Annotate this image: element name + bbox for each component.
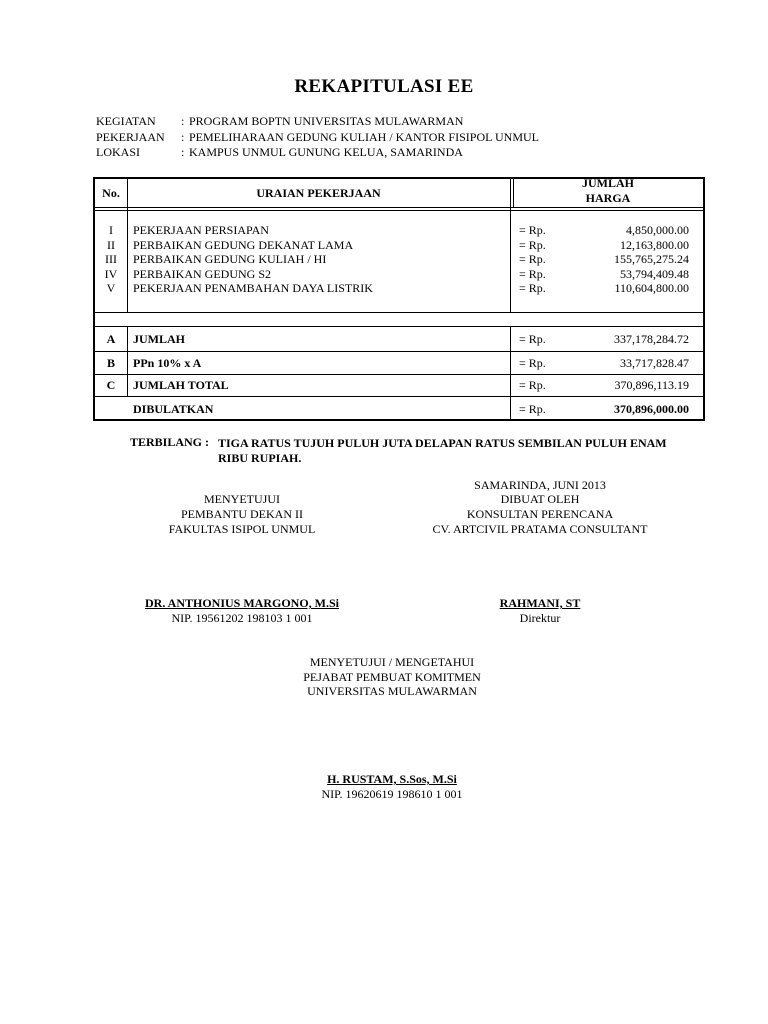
table-divider [95,326,703,327]
recap-table [93,177,705,421]
header-no: No. [102,186,120,200]
item-no: V [106,281,116,295]
item-amount: 12,163,800.00 [620,238,689,252]
page-title: REKAPITULASI EE [294,76,474,97]
item-no: I [109,223,113,237]
summary-amount: 337,178,284.72 [614,332,689,346]
right-sig-line3: CV. ARTCIVIL PRATAMA CONSULTANT [432,522,648,536]
right-sig-line1: DIBUAT OLEH [500,492,580,506]
bottom-sig-name: H. RUSTAM, S.Sos, M.Si [327,772,457,786]
left-sig-name: DR. ANTHONIUS MARGONO, M.Si [144,596,339,610]
summary-desc: JUMLAH [133,332,185,346]
summary-desc: PPn 10% x A [133,356,202,370]
summary-amount: 33,717,828.47 [620,356,689,370]
table-divider [95,396,703,397]
meta-label: KEGIATAN [96,114,156,128]
item-eq: = Rp. [519,281,546,295]
summary-eq: = Rp. [519,356,546,370]
bottom-sig-nip: NIP. 19620619 198610 1 001 [321,787,463,801]
signature-date: SAMARINDA, JUNI 2013 [474,478,606,492]
right-sig-title: Direktur [519,611,561,625]
meta-label: LOKASI [96,145,140,159]
summary-no: B [106,356,115,370]
meta-colon: : [181,145,185,159]
table-col-divider [510,326,511,421]
item-amount: 110,604,800.00 [614,281,689,295]
summary-eq: = Rp. [519,378,546,392]
left-sig-line1: MENYETUJUI [204,492,280,506]
left-sig-nip: NIP. 19561202 198103 1 001 [171,611,313,625]
meta-value: PROGRAM BOPTN UNIVERSITAS MULAWARMAN [189,114,464,128]
header-uraian: URAIAN PEKERJAAN [256,186,381,200]
meta-colon: : [181,130,185,144]
item-desc: PERBAIKAN GEDUNG DEKANAT LAMA [133,238,354,252]
right-sig-line2: KONSULTAN PERENCANA [466,507,614,521]
item-eq: = Rp. [519,267,546,281]
table-divider [95,210,703,211]
meta-value: KAMPUS UNMUL GUNUNG KELUA, SAMARINDA [189,145,463,159]
table-col-divider [510,179,511,312]
meta-label: PEKERJAAN [96,130,165,144]
left-sig-line3: FAKULTAS ISIPOL UNMUL [168,522,316,536]
item-eq: = Rp. [519,238,546,252]
bottom-sig-line1: MENYETUJUI / MENGETAHUI [309,655,475,669]
header-harga: HARGA [585,191,631,205]
item-eq: = Rp. [519,223,546,237]
rounded-eq: = Rp. [519,402,546,416]
item-desc: PERBAIKAN GEDUNG S2 [133,267,272,281]
bottom-sig-line3: UNIVERSITAS MULAWARMAN [307,684,477,698]
rounded-desc: DIBULATKAN [133,402,214,416]
summary-amount: 370,896,113.19 [614,378,689,392]
item-amount: 155,765,275.24 [614,252,689,266]
item-amount: 53,794,409.48 [620,267,689,281]
item-no: II [107,238,115,252]
table-divider [95,312,703,313]
item-no: IV [104,267,118,281]
item-desc: PEKERJAAN PERSIAPAN [133,223,269,237]
meta-colon: : [181,114,185,128]
rounded-amount: 370,896,000.00 [614,402,689,416]
item-desc: PERBAIKAN GEDUNG KULIAH / HI [133,252,327,266]
terbilang-label: TERBILANG : [130,435,210,449]
item-desc: PEKERJAAN PENAMBAHAN DAYA LISTRIK [133,281,373,295]
left-sig-line2: PEMBANTU DEKAN II [181,507,303,521]
summary-eq: = Rp. [519,332,546,346]
item-eq: = Rp. [519,252,546,266]
summary-no: A [106,332,116,346]
right-sig-name: RAHMANI, ST [499,596,581,610]
item-no: III [105,252,117,266]
summary-desc: JUMLAH TOTAL [133,378,229,392]
item-amount: 4,850,000.00 [626,223,689,237]
table-col-divider [127,326,128,396]
terbilang-text: TIGA RATUS TUJUH PULUH JUTA DELAPAN RATUS SEMBILAN PULUH ENAM RIBU RUPIAH. [218,436,667,465]
bottom-sig-line2: PEJABAT PEMBUAT KOMITMEN [303,670,481,684]
header-jumlah: JUMLAH [582,176,634,190]
table-divider [95,207,703,208]
table-divider [95,374,703,375]
summary-no: C [106,378,116,392]
table-divider [95,351,703,352]
meta-value: PEMELIHARAAN GEDUNG KULIAH / KANTOR FISIPOL UNMUL [189,130,539,144]
